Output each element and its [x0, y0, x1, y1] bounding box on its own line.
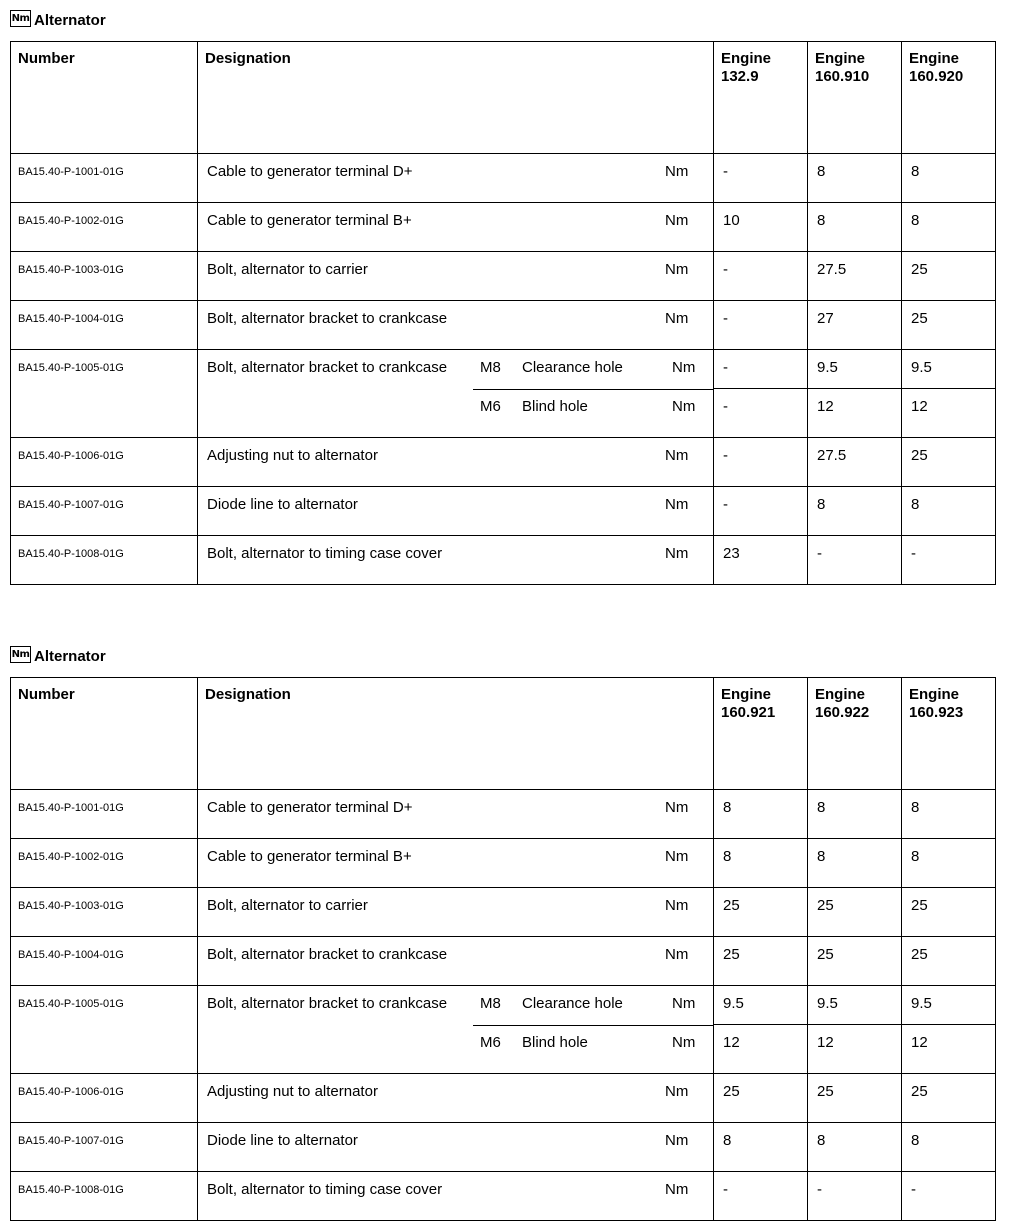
unit-label: Nm: [672, 397, 696, 415]
engine-header: [902, 678, 996, 790]
thread-size: M6: [480, 1033, 501, 1051]
designation-text: Cable to generator terminal B+: [207, 848, 412, 865]
unit-label: Nm: [665, 799, 689, 816]
torque-value: 8: [808, 203, 902, 252]
hole-type: Clearance hole: [522, 359, 623, 376]
section-heading: [10, 6, 995, 30]
engine-label: Engine: [721, 686, 772, 703]
hole-type: Clearance hole: [522, 995, 623, 1012]
torque-value: 25: [902, 937, 996, 986]
unit-label: Nm: [672, 359, 696, 376]
torque-value: 12: [902, 389, 996, 438]
torque-table: [10, 677, 996, 1221]
torque-value: 8: [902, 1123, 996, 1172]
designation-cell: [198, 1074, 714, 1123]
part-number: BA15.40-P-1006-01G: [11, 1074, 198, 1123]
torque-value: 25: [808, 937, 902, 986]
torque-value: 25: [902, 438, 996, 487]
part-number: BA15.40-P-1005-01G: [11, 350, 198, 438]
table-row: [11, 790, 996, 839]
torque-value: 8: [902, 790, 996, 839]
part-number: BA15.40-P-1008-01G: [11, 1172, 198, 1221]
designation-cell: [198, 1123, 714, 1172]
designation-text: Diode line to alternator: [207, 496, 358, 513]
part-number: BA15.40-P-1004-01G: [11, 301, 198, 350]
torque-value: 25: [808, 1074, 902, 1123]
unit-label: Nm: [665, 1083, 689, 1100]
unit-label: Nm: [665, 496, 689, 513]
thread-size: M8: [480, 995, 501, 1012]
engine-header: [808, 678, 902, 790]
torque-value: 12: [714, 1025, 808, 1074]
part-number: BA15.40-P-1006-01G: [11, 438, 198, 487]
part-number: BA15.40-P-1001-01G: [11, 154, 198, 203]
designation-text: Cable to generator terminal D+: [207, 163, 413, 180]
torque-value: 25: [714, 1074, 808, 1123]
number-header: Number: [11, 42, 198, 154]
torque-value: -: [714, 389, 808, 438]
engine-code: 160.923: [909, 704, 964, 721]
torque-value: 9.5: [902, 986, 996, 1025]
designation-cell: [198, 350, 714, 389]
table-row: [11, 487, 996, 536]
engine-label: Engine: [909, 50, 960, 67]
engine-code: 160.910: [815, 68, 870, 85]
engine-header: [714, 678, 808, 790]
part-number: BA15.40-P-1008-01G: [11, 536, 198, 585]
torque-value: 9.5: [902, 350, 996, 389]
table-row: [11, 252, 996, 301]
unit-label: Nm: [665, 848, 689, 865]
torque-value: 23: [714, 536, 808, 585]
engine-code: 160.922: [815, 704, 870, 721]
hole-type: Blind hole: [522, 1033, 588, 1051]
part-number: BA15.40-P-1004-01G: [11, 937, 198, 986]
designation-cell: [198, 986, 714, 1025]
torque-value: 25: [902, 888, 996, 937]
torque-value: -: [714, 154, 808, 203]
torque-value: 8: [808, 487, 902, 536]
engine-label: Engine: [909, 686, 960, 703]
designation-cell: [198, 154, 714, 203]
torque-value: -: [714, 1172, 808, 1221]
sub-row-divider: [473, 389, 713, 390]
section-title: Alternator: [34, 647, 106, 665]
part-number: BA15.40-P-1001-01G: [11, 790, 198, 839]
unit-label: Nm: [665, 946, 689, 963]
designation-text: Bolt, alternator to timing case cover: [207, 1181, 443, 1198]
torque-value: 25: [902, 1074, 996, 1123]
unit-label: Nm: [672, 1033, 696, 1051]
designation-text: Adjusting nut to alternator: [207, 447, 378, 464]
designation-header: Designation: [198, 678, 714, 790]
torque-section-1: [10, 6, 995, 585]
designation-text: Bolt, alternator bracket to crankcase: [207, 995, 448, 1012]
torque-value: 12: [808, 389, 902, 438]
part-number: BA15.40-P-1007-01G: [11, 487, 198, 536]
designation-cell: [198, 839, 714, 888]
table-row: [11, 937, 996, 986]
torque-value: -: [808, 536, 902, 585]
torque-value: 8: [902, 487, 996, 536]
torque-value: 27.5: [808, 252, 902, 301]
unit-label: Nm: [672, 995, 696, 1012]
engine-header: [808, 42, 902, 154]
torque-value: -: [714, 350, 808, 389]
torque-value: 12: [808, 1025, 902, 1074]
engine-label: Engine: [815, 50, 866, 67]
engine-label: Engine: [721, 50, 772, 67]
torque-value: 8: [902, 203, 996, 252]
torque-value: 8: [714, 839, 808, 888]
part-number: BA15.40-P-1007-01G: [11, 1123, 198, 1172]
engine-label: Engine: [815, 686, 866, 703]
table-row: [11, 986, 996, 1025]
torque-nm-icon: Nm: [10, 10, 31, 27]
part-number: BA15.40-P-1003-01G: [11, 252, 198, 301]
torque-nm-icon: Nm: [10, 646, 31, 663]
designation-text: [198, 1025, 480, 1074]
designation-text: Diode line to alternator: [207, 1132, 358, 1149]
torque-value: 10: [714, 203, 808, 252]
designation-text: Adjusting nut to alternator: [207, 1083, 378, 1100]
torque-value: 9.5: [808, 350, 902, 389]
designation-text: Bolt, alternator bracket to crankcase: [207, 359, 448, 376]
unit-label: Nm: [665, 545, 689, 562]
torque-value: 8: [808, 839, 902, 888]
unit-label: Nm: [665, 212, 689, 229]
torque-value: 9.5: [714, 986, 808, 1025]
torque-value: -: [902, 536, 996, 585]
engine-header: [714, 42, 808, 154]
engine-header: [902, 42, 996, 154]
header-row: [11, 678, 996, 790]
torque-value: -: [714, 438, 808, 487]
section-heading: [10, 642, 995, 666]
unit-label: Nm: [665, 261, 689, 278]
table-row: [11, 301, 996, 350]
table-row: [11, 154, 996, 203]
designation-cell: [198, 1025, 714, 1074]
table-row: [11, 839, 996, 888]
designation-cell: [198, 438, 714, 487]
torque-value: 9.5: [808, 986, 902, 1025]
designation-text: Bolt, alternator to timing case cover: [207, 545, 443, 562]
part-number: BA15.40-P-1005-01G: [11, 986, 198, 1074]
sub-row-divider: [473, 1025, 713, 1026]
torque-value: -: [714, 487, 808, 536]
designation-cell: [198, 389, 714, 438]
torque-value: 12: [902, 1025, 996, 1074]
table-row: [11, 1074, 996, 1123]
torque-value: 8: [808, 154, 902, 203]
designation-text: Bolt, alternator to carrier: [207, 261, 368, 278]
table-row: [11, 350, 996, 389]
number-header: Number: [11, 678, 198, 790]
designation-cell: [198, 252, 714, 301]
unit-label: Nm: [665, 1181, 689, 1198]
torque-value: -: [714, 252, 808, 301]
table-row: [11, 438, 996, 487]
torque-value: 27: [808, 301, 902, 350]
designation-cell: [198, 937, 714, 986]
torque-value: 8: [902, 839, 996, 888]
designation-cell: [198, 536, 714, 585]
unit-label: Nm: [665, 1132, 689, 1149]
designation-cell: [198, 487, 714, 536]
table-row: [11, 1172, 996, 1221]
designation-cell: [198, 888, 714, 937]
part-number: BA15.40-P-1002-01G: [11, 839, 198, 888]
designation-text: Cable to generator terminal B+: [207, 212, 412, 229]
part-number: BA15.40-P-1003-01G: [11, 888, 198, 937]
torque-value: -: [714, 301, 808, 350]
header-row: [11, 42, 996, 154]
torque-value: 25: [902, 252, 996, 301]
torque-value: 8: [714, 1123, 808, 1172]
designation-header: Designation: [198, 42, 714, 154]
torque-value: 8: [714, 790, 808, 839]
hole-type: Blind hole: [522, 397, 588, 415]
unit-label: Nm: [665, 447, 689, 464]
unit-label: Nm: [665, 163, 689, 180]
torque-value: 25: [714, 937, 808, 986]
designation-cell: [198, 301, 714, 350]
table-row: [11, 1123, 996, 1172]
designation-text: Bolt, alternator to carrier: [207, 897, 368, 914]
designation-cell: [198, 1172, 714, 1221]
part-number: BA15.40-P-1002-01G: [11, 203, 198, 252]
torque-table: [10, 41, 996, 585]
torque-value: -: [808, 1172, 902, 1221]
torque-value: 25: [808, 888, 902, 937]
thread-size: M8: [480, 359, 501, 376]
engine-code: 160.921: [721, 704, 776, 721]
designation-cell: [198, 790, 714, 839]
designation-text: [198, 389, 480, 438]
engine-code: 132.9: [721, 68, 759, 85]
designation-text: Bolt, alternator bracket to crankcase: [207, 310, 448, 327]
designation-cell: [198, 203, 714, 252]
torque-value: 8: [808, 790, 902, 839]
table-row: [11, 536, 996, 585]
torque-value: 25: [714, 888, 808, 937]
unit-label: Nm: [665, 897, 689, 914]
torque-section-2: [10, 642, 995, 1221]
torque-value: 8: [902, 154, 996, 203]
table-row: [11, 888, 996, 937]
section-title: Alternator: [34, 11, 106, 29]
designation-text: Cable to generator terminal D+: [207, 799, 413, 816]
torque-value: 27.5: [808, 438, 902, 487]
torque-value: 25: [902, 301, 996, 350]
thread-size: M6: [480, 397, 501, 415]
torque-value: 8: [808, 1123, 902, 1172]
torque-value: -: [902, 1172, 996, 1221]
table-row: [11, 203, 996, 252]
engine-code: 160.920: [909, 68, 964, 85]
designation-text: Bolt, alternator bracket to crankcase: [207, 946, 448, 963]
unit-label: Nm: [665, 310, 689, 327]
